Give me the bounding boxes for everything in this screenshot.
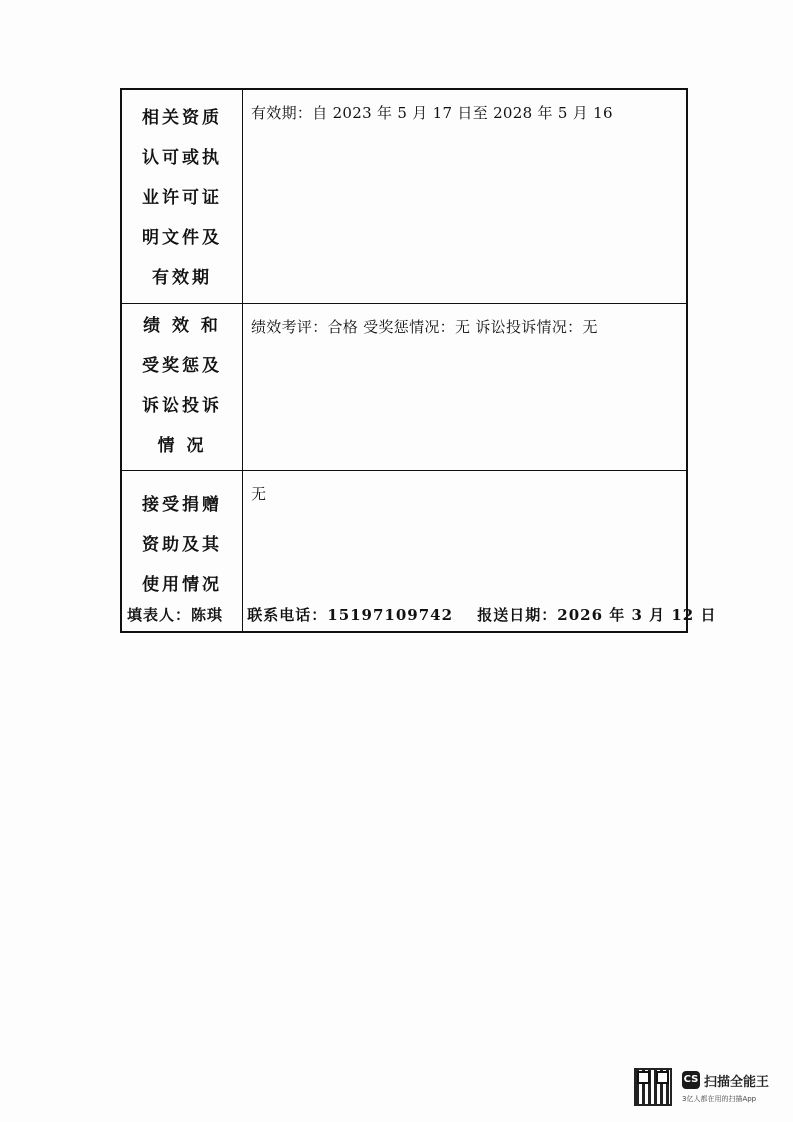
- qr-code-icon: [634, 1068, 672, 1106]
- camscanner-logo-icon: CS: [682, 1071, 700, 1089]
- row-label: [121, 89, 243, 304]
- label-line: 使用情况: [142, 575, 222, 595]
- label-line: 相关资质: [142, 108, 222, 128]
- info-table: [120, 88, 688, 633]
- scanner-tagline: 3亿人都在用的扫描App: [682, 1095, 757, 1103]
- table-row: [121, 304, 687, 471]
- scanner-watermark: [634, 1068, 774, 1108]
- row-content: 无: [243, 471, 688, 633]
- table-row: [121, 89, 687, 304]
- row-content: 有效期：自 2023 年 5 月 17 日至 2028 年 5 月 16: [243, 89, 688, 304]
- label-line: 情 况: [157, 436, 207, 456]
- label-line: 明文件及: [142, 228, 222, 248]
- label-line: 业许可证: [142, 188, 222, 208]
- label-line: 诉讼投诉: [142, 396, 222, 416]
- row-content: 绩效考评：合格 受奖惩情况：无 诉讼投诉情况：无: [243, 304, 688, 471]
- label-line: 接受捐赠: [142, 495, 222, 515]
- filler-name: 填表人：陈琪: [127, 606, 224, 624]
- label-line: 受奖惩及: [142, 356, 222, 376]
- label-line: 有效期: [152, 268, 212, 288]
- contact-phone: 联系电话：15197109742: [247, 606, 454, 624]
- label-line: 认可或执: [142, 148, 222, 168]
- scanner-brand: 扫描全能王: [704, 1075, 770, 1090]
- form-footer: [127, 604, 734, 625]
- submission-date: 报送日期：2026 年 3 月 12 日: [477, 606, 717, 624]
- label-line: 资助及其: [142, 535, 222, 555]
- row-label: [121, 304, 243, 471]
- label-line: 绩 效 和: [143, 316, 221, 336]
